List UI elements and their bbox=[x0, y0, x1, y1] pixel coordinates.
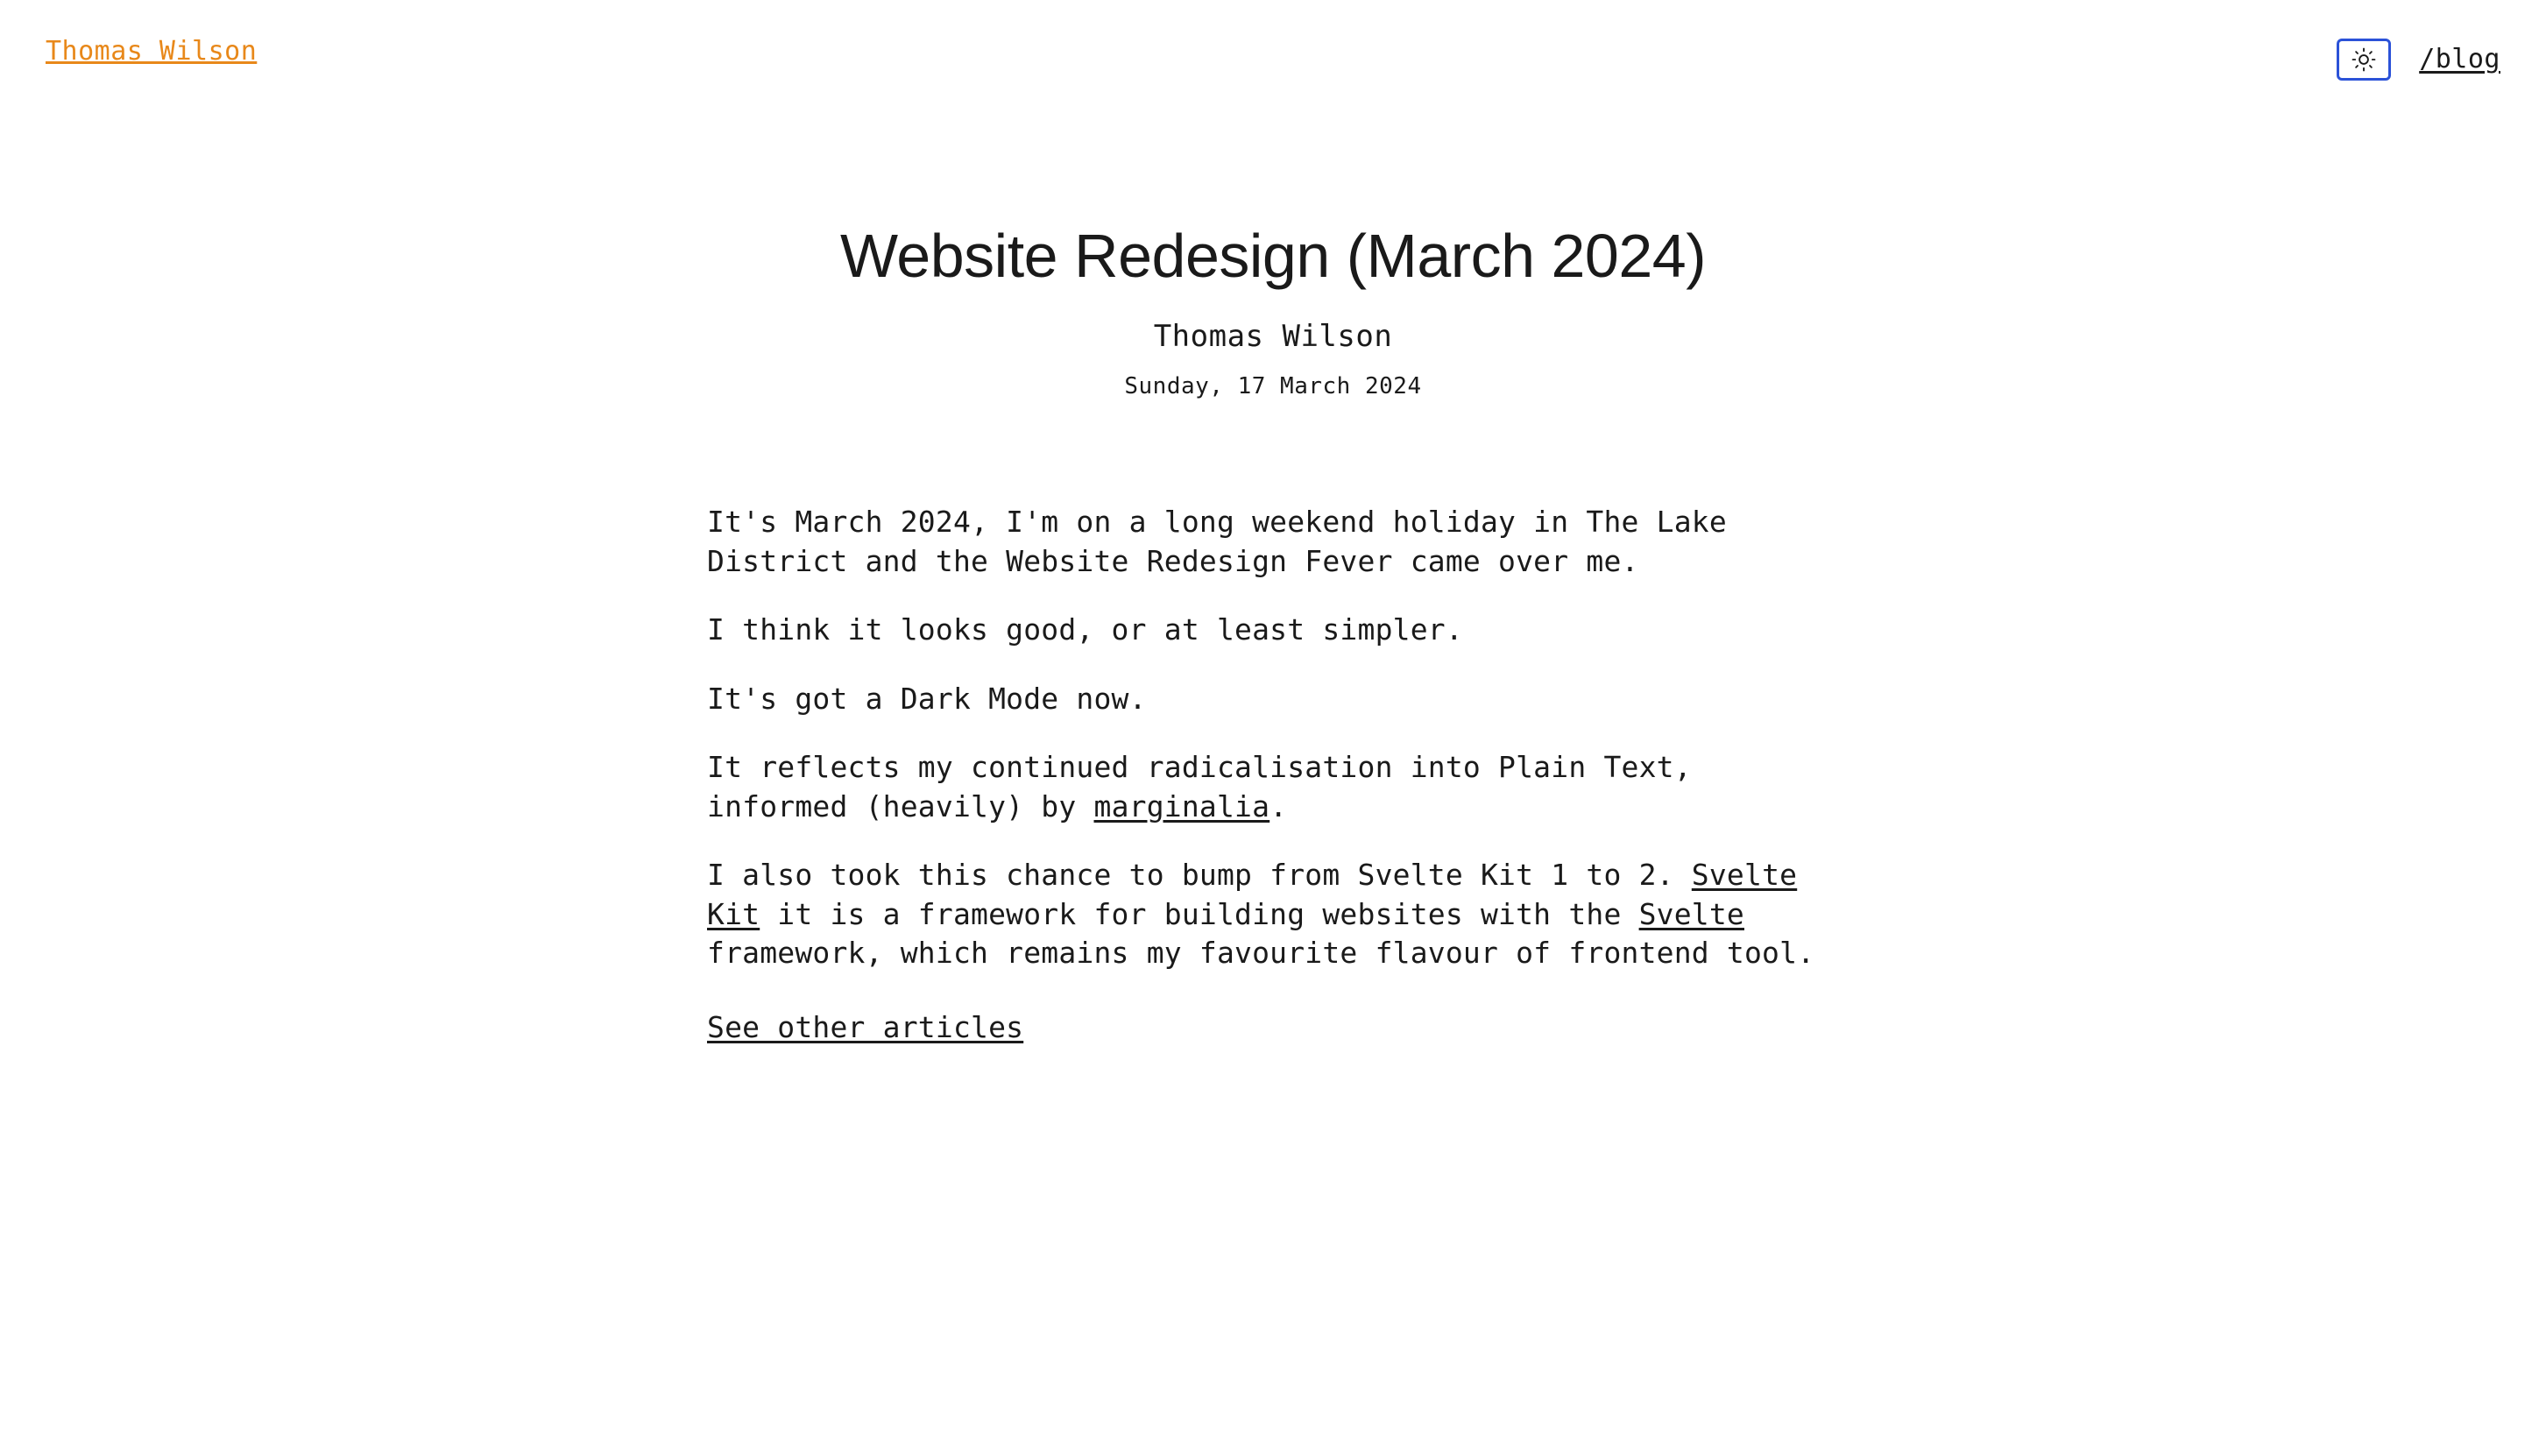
paragraph-5-text-middle: it is a framework for building websites with the bbox=[760, 896, 1639, 931]
paragraph-3: It's got a Dark Mode now. bbox=[707, 681, 1147, 716]
svelte-kit-link[interactable]: Svelte Kit bbox=[707, 858, 1798, 931]
paragraph-4-text-before: It reflects my continued radicalisation into Plain Text, informed (heavily) by bbox=[707, 750, 1692, 823]
paragraph-5-text-after: framework, which remains my favourite flavour of frontend tool. bbox=[707, 936, 1815, 971]
marginalia-link[interactable]: marginalia bbox=[1093, 788, 1270, 823]
site-header bbox=[0, 0, 2546, 81]
blog-nav-link[interactable]: /blog bbox=[2419, 44, 2500, 74]
theme-toggle-button[interactable] bbox=[2337, 39, 2391, 81]
sun-icon bbox=[2352, 47, 2376, 72]
paragraph-5 bbox=[707, 856, 1842, 973]
site-name-link[interactable]: Thomas Wilson bbox=[46, 36, 258, 67]
article bbox=[0, 81, 2546, 1044]
article-body bbox=[704, 503, 1842, 1044]
paragraph-4 bbox=[707, 748, 1842, 826]
article-date: Sunday, 17 March 2024 bbox=[1124, 373, 1422, 399]
svelte-link[interactable]: Svelte bbox=[1638, 896, 1744, 931]
see-other-articles-link[interactable]: See other articles bbox=[707, 1009, 1024, 1044]
paragraph-2: I think it looks good, or at least simpler. bbox=[707, 612, 1463, 647]
header-right-group bbox=[2337, 39, 2500, 81]
paragraph-4-text-after: . bbox=[1269, 788, 1288, 823]
paragraph-1: It's March 2024, I'm on a long weekend holiday in The Lake District and the Website Redesign Fever came over me. bbox=[707, 505, 1727, 578]
paragraph-5-text-before: I also took this chance to bump from Svelte Kit 1 to 2. bbox=[707, 858, 1692, 893]
article-author: Thomas Wilson bbox=[1153, 319, 1393, 354]
page-title: Website Redesign (March 2024) bbox=[839, 222, 1707, 290]
